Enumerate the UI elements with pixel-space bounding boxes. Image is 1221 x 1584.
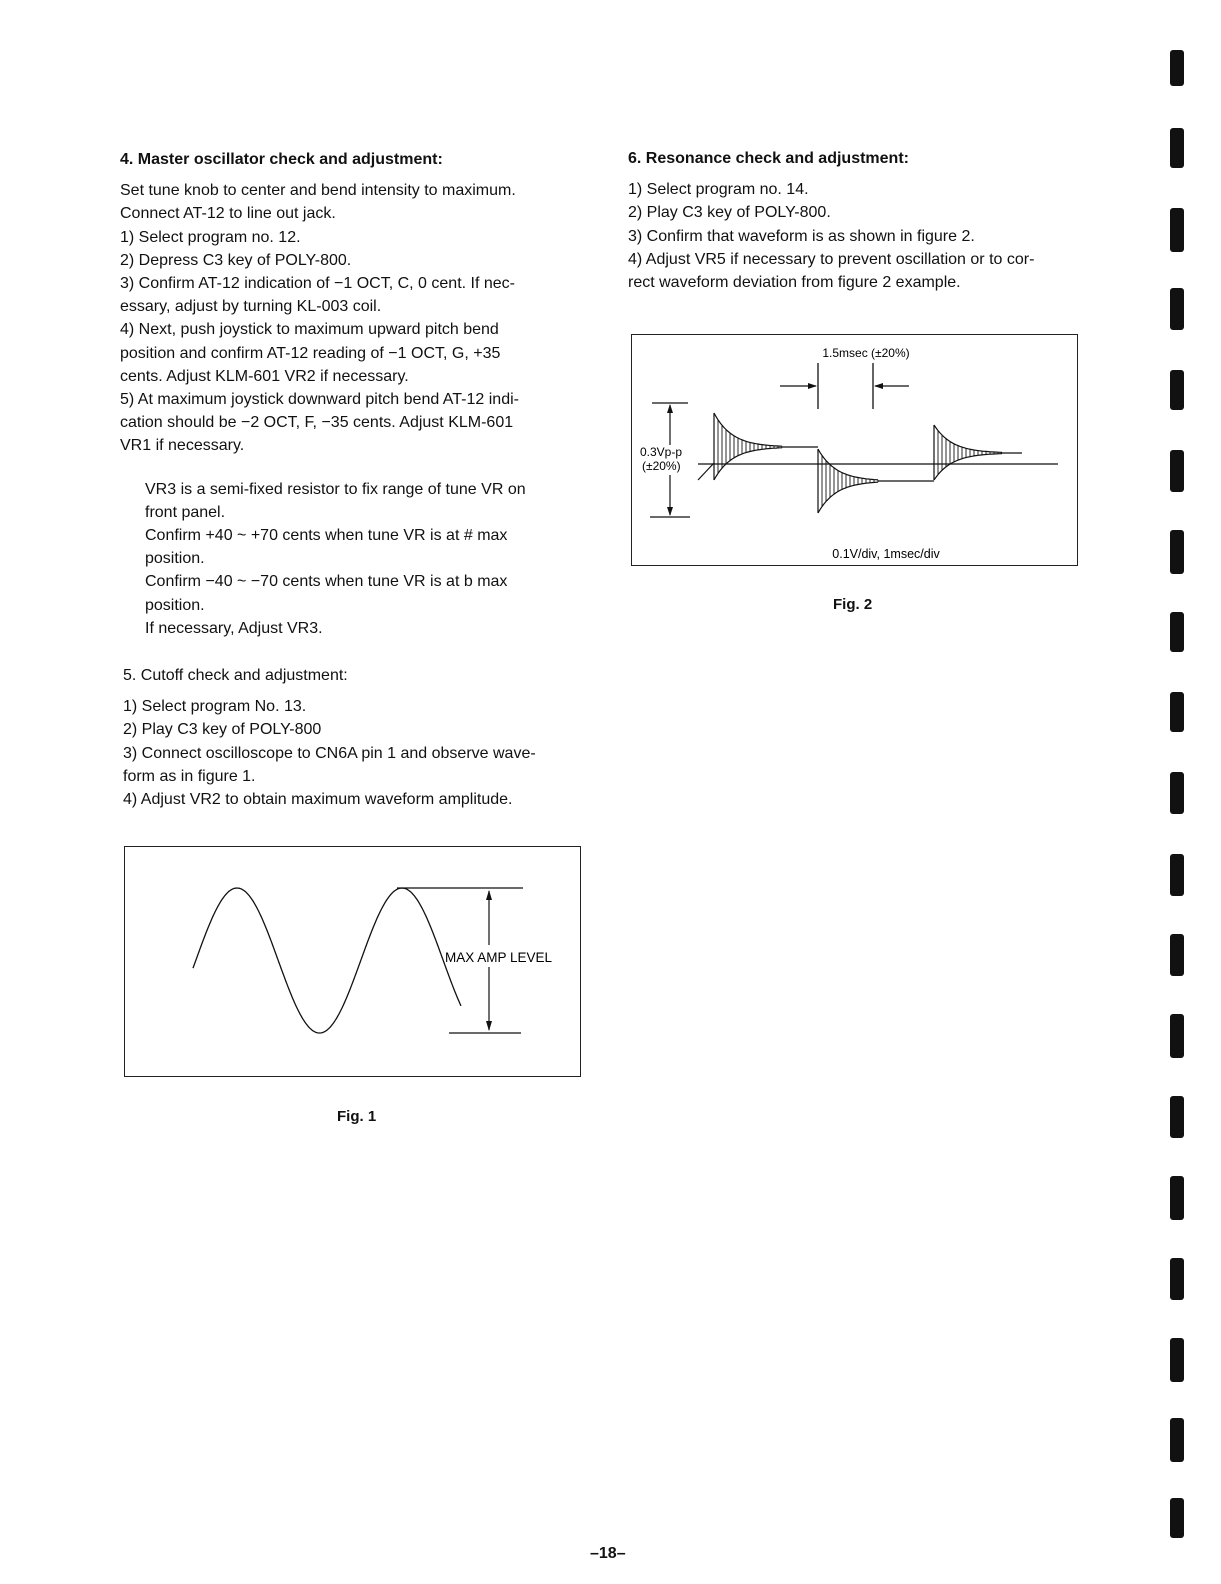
binder-mark [1170,772,1184,814]
section-4-step: cation should be −2 OCT, F, −35 cents. Adjust KLM-601 [120,414,514,432]
section-5-title: 5. Cutoff check and adjustment: [123,667,348,684]
binder-mark [1170,1418,1184,1462]
section-4-step: 2) Depress C3 key of POLY-800. [120,251,352,269]
note-line: If necessary, Adjust VR3. [145,619,323,637]
vr3-note [120,478,590,640]
section-4-step: 1) Select program no. 12. [120,228,301,246]
section-6-title: 6. Resonance check and adjustment: [628,150,909,167]
section-5-step: 1) Select program No. 13. [123,698,307,716]
resonance-waveform [698,413,1022,513]
section-5-step: 4) Adjust VR2 to obtain maximum waveform amplitude. [123,791,513,809]
binder-mark [1170,1176,1184,1220]
resonance-trace [818,482,878,513]
section-6-step: 1) Select program no. 14. [628,181,809,199]
binder-mark [1170,208,1184,252]
figure-2 [631,334,1078,566]
max-level-arrowhead-down [486,1021,492,1031]
figure-1 [124,846,581,1077]
figure-2-caption: Fig. 2 [833,596,873,613]
section-5-step: form as in figure 1. [123,767,256,785]
figure-1-diagram [125,847,582,1078]
binder-mark [1170,50,1184,86]
section-4-step: position and confirm AT-12 reading of −1 OCT, G, +35 [120,344,501,362]
section-4-step: 5) At maximum joystick downward pitch bend AT-12 indi- [120,391,519,409]
amp-label-line2: (±20%) [642,459,681,473]
figure-1-caption: Fig. 1 [337,1108,377,1125]
section-5 [123,664,593,811]
amp-label-line1: 0.3Vp-p [640,445,683,459]
page-number: –18– [590,1545,626,1562]
timing-label: 1.5msec (±20%) [822,346,910,360]
binder-mark [1170,1338,1184,1382]
binder-mark [1170,692,1184,732]
binder-mark [1170,128,1184,168]
section-4-intro-line: Set tune knob to center and bend intensity to maximum. [120,182,516,200]
sine-waveform [193,888,461,1033]
section-6-step: 2) Play C3 key of POLY-800. [628,204,831,222]
binder-mark [1170,1096,1184,1138]
scale-label: 0.1V/div, 1msec/div [832,547,940,561]
binder-mark [1170,530,1184,574]
section-4-step: 3) Confirm AT-12 indication of −1 OCT, C, 0 cent. If nec- [120,275,515,293]
section-4-intro-line: Connect AT-12 to line out jack. [120,205,336,223]
binder-mark [1170,1014,1184,1058]
left-column [120,148,590,640]
resonance-trace [934,425,1002,452]
note-line: Confirm −40 ~ −70 cents when tune VR is at b max [145,573,508,591]
binder-mark [1170,1258,1184,1300]
note-line: position. [145,550,205,568]
figure-2-diagram [632,335,1079,567]
section-6-step: 3) Confirm that waveform is as shown in figure 2. [628,227,975,245]
note-line: VR3 is a semi-fixed resistor to fix range of tune VR on [145,480,526,498]
binder-mark [1170,370,1184,410]
right-column [628,147,1098,294]
section-4-step: 4) Next, push joystick to maximum upward pitch bend [120,321,499,339]
timing-arrowhead-left [808,383,817,389]
max-level-arrowhead-up [486,890,492,900]
section-6-step: rect waveform deviation from figure 2 example. [628,274,961,292]
binder-mark [1170,854,1184,896]
note-line: front panel. [145,503,226,521]
note-line: position. [145,596,205,614]
section-4-step: essary, adjust by turning KL-003 coil. [120,298,382,316]
note-line: Confirm +40 ~ +70 cents when tune VR is at # max [145,527,508,545]
section-6-step: 4) Adjust VR5 if necessary to prevent oscillation or to cor- [628,250,1035,268]
section-4-step: cents. Adjust KLM-601 VR2 if necessary. [120,367,409,385]
amp-arrowhead-up [667,404,673,413]
section-5-step: 3) Connect oscilloscope to CN6A pin 1 and observe wave- [123,744,536,762]
binder-mark [1170,1498,1184,1538]
timing-arrowhead-right [874,383,883,389]
amp-arrowhead-down [667,507,673,516]
binder-mark [1170,450,1184,492]
section-4-title: 4. Master oscillator check and adjustment: [120,151,443,168]
resonance-trace [934,454,1002,480]
binder-mark [1170,934,1184,976]
section-5-step: 2) Play C3 key of POLY-800 [123,721,322,739]
binder-mark [1170,612,1184,652]
max-amp-level-label: MAX AMP LEVEL [445,950,553,965]
resonance-trace [714,413,782,446]
resonance-trace [698,463,714,480]
binder-mark [1170,288,1184,330]
section-4-step: VR1 if necessary. [120,437,245,455]
